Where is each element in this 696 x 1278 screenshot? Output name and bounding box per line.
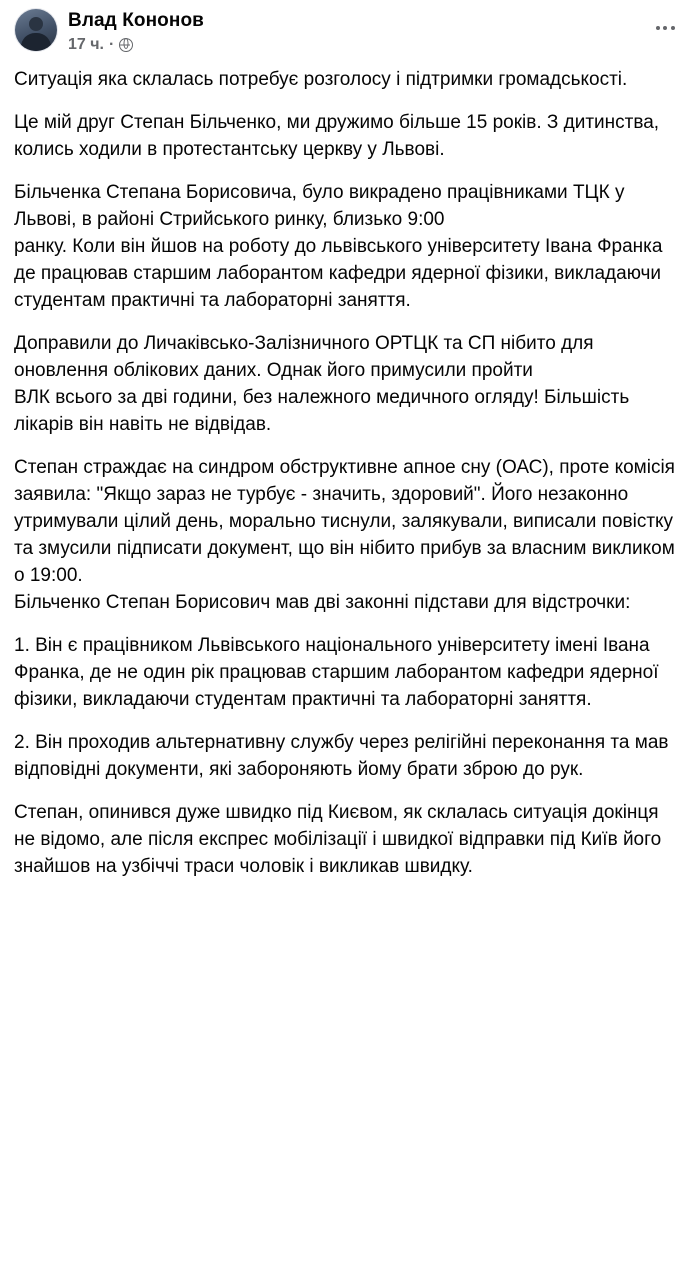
post-paragraph: ранку. Коли він йшов на роботу до львівського університету Івана Франка де працював старшим лаборантом кафедри ядерної фізики, викладаючи студентам практичні та лабораторні заняття. [14, 236, 668, 311]
post-paragraph: 1. Він є працівником Львівського національного університету імені Івана Франка, де не один рік працював старшим лаборантом кафедри ядерної фізики, викладаючи студентам практичні та лабораторні заняття. [14, 635, 664, 710]
meta-separator: · [108, 36, 115, 53]
post-paragraph: Ситуація яка склалась потребує розголосу і підтримки громадськості. [14, 69, 628, 90]
post-paragraph: Більченка Степана Борисовича, було викрадено працівниками ТЦК у Львові, в районі Стрийського ринку, близько 9:00 [14, 182, 630, 230]
globe-icon[interactable] [119, 38, 133, 52]
dot-3 [671, 26, 675, 30]
dot-2 [663, 26, 667, 30]
post-meta [68, 35, 204, 54]
avatar[interactable] [14, 8, 58, 52]
avatar-body-shape [21, 33, 51, 52]
post-author-name[interactable]: Влад Кононов [68, 10, 204, 31]
post-body [14, 60, 682, 902]
post-paragraph: Більченко Степан Борисович мав дві законні підстави для відстрочки: [14, 592, 631, 613]
avatar-head-shape [29, 17, 43, 31]
more-options-icon[interactable] [648, 16, 682, 40]
dot-1 [656, 26, 660, 30]
post-paragraph: Степан страждає на синдром обструктивне апное сну (ОАС), проте комісія заявила: "Якщо зараз не турбує - значить, здоровий". Його незаконно утримували цілий день, морально тиснули, залякували, виписали повістку та змусили підписати документ, що він нібито прибув за власним викликом о 19:00. [14, 457, 681, 586]
post-timestamp[interactable]: 17 ч. [68, 36, 104, 53]
post-paragraph: Степан, опинився дуже швидко під Києвом, як склалась ситуація докінця не відомо, але після експрес мобілізації і швидкої відправки під Київ його знайшов на узбіччі траси чоловік і викликав швидку. [14, 802, 667, 877]
post-paragraph: Це мій друг Степан Більченко, ми дружимо більше 15 років. З дитинства, колись ходили в протестантську церкву у Львові. [14, 112, 665, 160]
post-header-text [68, 8, 204, 54]
post-paragraph: 2. Він проходив альтернативну службу через релігійні переконання та мав відповідні документи, які забороняють йому брати зброю до рук. [14, 732, 674, 780]
post-header [14, 0, 682, 60]
post-paragraph: ВЛК всього за дві години, без належного медичного огляду! Більшість лікарів він навіть не відвідав. [14, 387, 635, 435]
post-paragraph: Доправили до Личаківсько-Залізничного ОРТЦК та СП нібито для оновлення облікових даних. Однак його примусили пройти [14, 333, 599, 381]
